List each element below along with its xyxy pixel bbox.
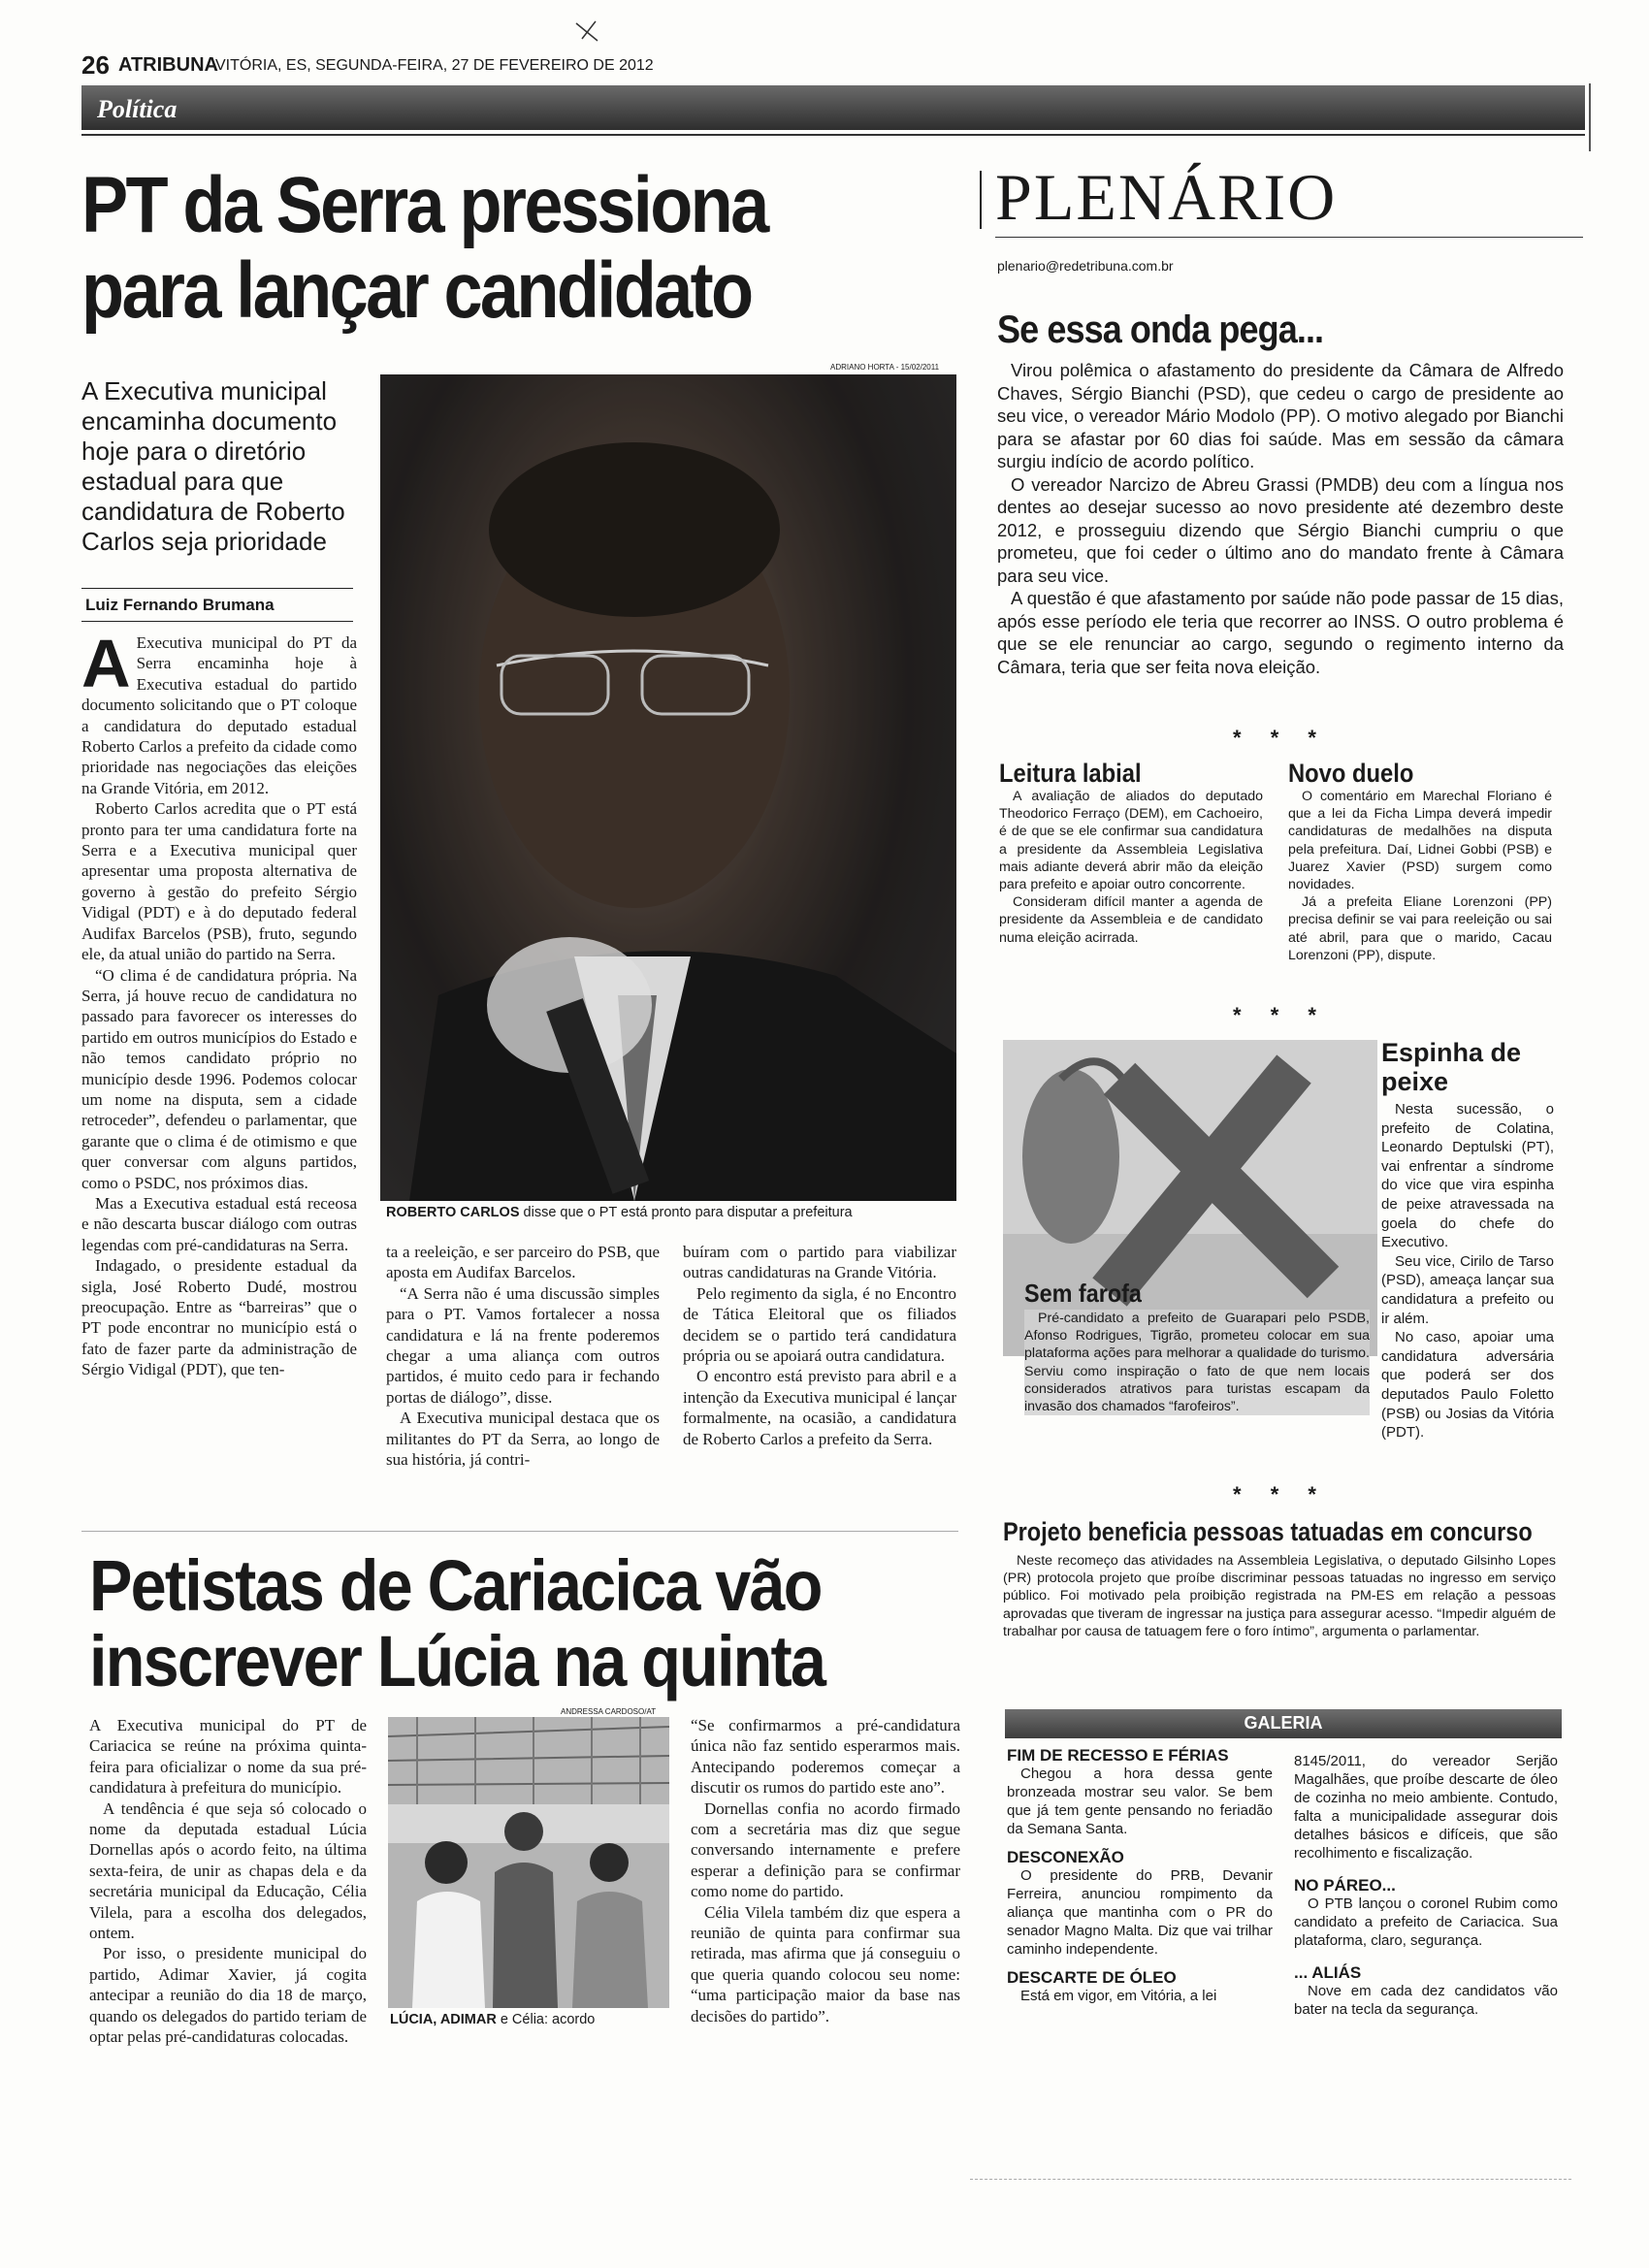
col2-paragraph: “A Serra não é uma discussão simples para o PT. Vamos fortalecer a nossa candidatura e lá na frente poderemos chegar a uma aliança com outros partidos, é muito cedo para ir fechando portas de diálogo”, disse. bbox=[386, 1283, 660, 1407]
byline-rule-bottom bbox=[81, 621, 353, 622]
section-bar bbox=[81, 85, 1585, 130]
byline: Luiz Fernando Brumana bbox=[85, 596, 275, 614]
stars-separator: * * * bbox=[1233, 1003, 1328, 1027]
plenario-left-rule bbox=[980, 171, 982, 229]
galeria-item-head: FIM DE RECESSO E FÉRIAS bbox=[1007, 1746, 1229, 1765]
photo-caption bbox=[386, 1205, 853, 1220]
stars-separator: * * * bbox=[1233, 726, 1328, 750]
galeria-item-head: NO PÁREO... bbox=[1294, 1876, 1396, 1895]
galeria-item-text: O PTB lançou o coronel Rubim como candidato a prefeito de Cariacica. Sua plataforma, claro, segurança. bbox=[1294, 1895, 1558, 1949]
headline2-line2: inscrever Lúcia na quinta bbox=[89, 1621, 825, 1701]
leitura-text bbox=[999, 788, 1263, 947]
galeria-item-head: DESCONEXÃO bbox=[1007, 1848, 1124, 1866]
col1-paragraph: “O clima é de candidatura própria. Na Serra, já houve recuo de candidatura no passado para favorecer os interesses do partido em outros municípios do Estado e não temos candidato próprio no município desde 1996. Podemos colocar um nome na disputa, sem a cidade retroceder”, defendeu o parlamentar, que garante que o clima é de otimismo e que quer conversar com alguns partidos, como o PSDC, nos próximos dias. bbox=[81, 965, 357, 1192]
col1-paragraph: Mas a Executiva estadual está receosa e não descarta buscar diálogo com outras legendas com pré-candidaturas na Serra. bbox=[81, 1193, 357, 1254]
article2-headline bbox=[89, 1545, 825, 1701]
col3-paragraph: Pelo regimento da sigla, é no Encontro de Tática Eleitoral que os filiados decidem se o partido terá candidatura própria ou se apoiará outra candidatura. bbox=[683, 1283, 956, 1366]
duelo-head: Novo duelo bbox=[1288, 759, 1414, 788]
col3-paragraph: O encontro está previsto para abril e a intenção da Executiva municipal é lançar formalmente, na ocasião, a candidatura de Roberto Carlos a prefeito da Serra. bbox=[683, 1367, 956, 1448]
article1-headline bbox=[81, 163, 767, 334]
plenario-main-text bbox=[997, 359, 1564, 678]
article2-col3 bbox=[691, 1715, 960, 2026]
article-divider bbox=[81, 1531, 958, 1532]
leitura-paragraph: A avaliação de aliados do deputado Theodorico Ferraço (DEM), em Cachoeiro, é de que se ele confirmar sua candidatura a presidente da Assembleia Legislativa mais adiante deverá abrir mão da eleição para prefeito e apoiar outro concorrente. bbox=[999, 789, 1263, 893]
photo2-caption bbox=[390, 2012, 595, 2027]
projeto-head: Projeto beneficia pessoas tatuadas em concurso bbox=[1003, 1517, 1533, 1546]
galeria-continuation: 8145/2011, do vereador Serjão Magalhães, que proíbe descarte de óleo de cozinha no meio ambiente. Contudo, falta a municipalidade assegurar dois detalhes básicos e difíceis, que são recolhimento e fiscalização. bbox=[1294, 1753, 1558, 1862]
article1-col2 bbox=[386, 1242, 660, 1470]
plenario-paragraph: A questão é que afastamento por saúde não pode passar de 15 dias, após esse período ele teria que recorrer ao INSS. O outro problema é que se ele renunciar ao cargo, segundo o regimento interno da Câmara, teria que ser feita nova eleição. bbox=[997, 588, 1564, 677]
espinha-paragraph: No caso, apoiar uma candidatura adversária que poderá ser dos deputados Paulo Foletto (PSB) ou Josias da Vitória (PDT). bbox=[1381, 1329, 1554, 1442]
paper-name: ATRIBUNA bbox=[118, 54, 218, 76]
article1-col3 bbox=[683, 1242, 956, 1449]
article1-col1 bbox=[81, 632, 357, 1380]
col1-first-paragraph: Executiva municipal do PT da Serra encaminha hoje à Executiva estadual do partido documento solicitando que o PT coloque a candidatura do deputado estadual Roberto Carlos a prefeito da cidade como prioridade nas negociações das eleições na Grande Vitória, em 2012. bbox=[81, 633, 357, 797]
a2-col1-paragraph: A Executiva municipal do PT de Cariacica se reúne na próxima quinta-feira para oficializar o nome da sua pré-candidatura à prefeitura do município. bbox=[89, 1716, 367, 1798]
galeria-item-head: ... ALIÁS bbox=[1294, 1963, 1362, 1982]
plenario-title: PLENÁRIO bbox=[995, 160, 1338, 234]
byline-rule bbox=[81, 588, 353, 589]
galeria-title: GALERIA bbox=[1244, 1713, 1323, 1733]
leitura-paragraph: Consideram difícil manter a agenda de presidente da Assembleia e de candidato numa eleição acirrada. bbox=[999, 894, 1263, 946]
duelo-text bbox=[1288, 788, 1552, 964]
right-rule bbox=[1589, 83, 1591, 151]
caption2-text: e Célia: acordo bbox=[496, 2012, 596, 2027]
caption2-bold: LÚCIA, ADIMAR bbox=[390, 2012, 497, 2027]
espinha-paragraph: Nesta sucessão, o prefeito de Colatina, Leonardo Deptulski (PT), vai enfrentar a síndrome do vice que vira espinha de peixe atravessada na goela do chefe do Executivo. bbox=[1381, 1101, 1554, 1251]
section-label: Política bbox=[97, 95, 178, 123]
caption-bold: ROBERTO CARLOS bbox=[386, 1205, 520, 1220]
bottom-rule bbox=[970, 2179, 1571, 2181]
roberto-carlos-photo bbox=[380, 374, 956, 1201]
plenario-main-head: Se essa onda pega... bbox=[997, 308, 1324, 351]
caption-text: disse que o PT está pronto para disputar a prefeitura bbox=[519, 1205, 853, 1220]
col1-paragraph: Indagado, o presidente estadual da sigla, José Roberto Dudé, mostrou preocupação. Entre as “barreiras” que o PT pode encontrar no município está o fato de fazer parte da administração de Sérgio Vidigal (PDT), que ten- bbox=[81, 1256, 357, 1379]
lucia-adimar-celia-photo bbox=[388, 1717, 669, 2008]
plenario-paragraph: Virou polêmica o afastamento do presidente da Câmara de Alfredo Chaves, Sérgio Bianchi (PSD), que cedeu o cargo de presidente ao seu vice, o vereador Mário Modolo (PP). O motivo alegado por Bianchi para se afastar por 60 dias foi saúde. Mas em sessão da câmara surgiu indício de acordo político. bbox=[997, 360, 1564, 471]
a2-col3-paragraph: Dornellas confia no acordo firmado com a secretária mas diz que segue conversando internamente e prefere esperar a definição para se confirmar como nome do partido. bbox=[691, 1798, 960, 1901]
a2-col1-paragraph: Por isso, o presidente municipal do partido, Adimar Xavier, já cogita antecipar a reunião do dia 18 de março, quando os delegados do partido teriam de optar pelas pré-candidaturas colocadas. bbox=[89, 1944, 367, 2047]
galeria-item-text: O presidente do PRB, Devanir Ferreira, anunciou rompimento da aliança que mantinha com o PR do senador Magno Malta. Diz que vai trilhar caminho independente. bbox=[1007, 1867, 1273, 1958]
article2-col1 bbox=[89, 1715, 367, 2048]
galeria-item-head: DESCARTE DE ÓLEO bbox=[1007, 1968, 1177, 1987]
espinha-head: Espinha de peixe bbox=[1381, 1038, 1522, 1096]
plenario-title-rule bbox=[995, 237, 1583, 238]
duelo-paragraph: Já a prefeita Eliane Lorenzoni (PP) precisa definir se vai para reeleição ou sai até abril, para que o marido, Cacau Lorenzoni (PP), dispute. bbox=[1288, 894, 1552, 963]
headline-line1: PT da Serra pressiona bbox=[81, 161, 767, 249]
leitura-head: Leitura labial bbox=[999, 759, 1142, 788]
plenario-email: plenario@redetribuna.com.br bbox=[997, 258, 1174, 274]
headline-line2: para lançar candidato bbox=[81, 246, 752, 335]
col2-paragraph: ta a reeleição, e ser parceiro do PSB, que aposta em Audifax Barcelos. bbox=[386, 1243, 660, 1282]
galeria-item-text: Está em vigor, em Vitória, a lei bbox=[1020, 1988, 1217, 2004]
headline2-line1: Petistas de Cariacica vão bbox=[89, 1545, 822, 1626]
plenario-paragraph: O vereador Narcizo de Abreu Grassi (PMDB) deu com a língua nos dentes ao desejar sucesso ao novo presidente até dezembro deste 2012, e prosseguiu dizendo que Sérgio Bianchi cumpriu o que prometeu, que foi ceder o último ano do mandato frente à Câmara para seu vice. bbox=[997, 473, 1564, 586]
a2-col3-paragraph: “Se confirmarmos a pré-candidatura única não faz sentido esperarmos mais. Antecipando poderemos começar a discutir os rumos do partido este ano”. bbox=[691, 1716, 960, 1798]
a2-col1-paragraph: A tendência é que seja só colocado o nome da deputada estadual Lúcia Dornellas após o acordo feito, na última sexta-feira, de unir as chapas dela e da secretária municipal da Educação, Célia Vilela, para a escolha dos delegados, ontem. bbox=[89, 1798, 367, 1943]
section-bar-line bbox=[81, 134, 1585, 136]
farofa-text: Pré-candidato a prefeito de Guarapari pelo PSDB, Afonso Rodrigues, Tigrão, prometeu colocar em sua plataforma ações para melhorar a qualidade do turismo. Serviu como inspiração o fato de que nem locais considerados atrativos para turistas escapam da invasão dos chamados “farofeiros”. bbox=[1024, 1311, 1370, 1415]
galeria-right bbox=[1294, 1752, 1558, 2019]
stars-separator: * * * bbox=[1233, 1482, 1328, 1507]
galeria-item-text: Chegou a hora dessa gente bronzeada mostrar seu valor. Se bem que já tem gente pensando no feriadão da Semana Santa. bbox=[1007, 1766, 1273, 1837]
espinha-text bbox=[1381, 1100, 1554, 1442]
a2-col3-paragraph: Célia Vilela também diz que espera a reunião de quinta para confirmar sua retirada, mas afirma que já conseguiu o que queria quando colocou seu nome: “uma participação maior da base nas decisões do partido”. bbox=[691, 1902, 960, 2025]
col2-paragraph: A Executiva municipal destaca que os militantes do PT da Serra, ao longo de sua história, já contri- bbox=[386, 1409, 660, 1470]
projeto-text: Neste recomeço das atividades na Assembleia Legislativa, o deputado Gilsinho Lopes (PR) protocola projeto que proíbe discriminar pessoas tatuadas no ingresso em serviço público. Foi motivado pela proibição registrada na PM-ES em relação a pessoas aprovadas que tiveram de ingressar na justiça para assegurar acesso. “Impedir alguém de trabalhar por causa de tatuagem fere o foro íntimo”, argumenta o parlamentar. bbox=[1003, 1553, 1556, 1639]
photo-credit: ADRIANO HORTA - 15/02/2011 bbox=[830, 363, 940, 372]
pen-mark bbox=[574, 19, 599, 45]
col3-paragraph: buíram com o partido para viabilizar outras candidaturas na Grande Vitória. bbox=[683, 1243, 956, 1282]
col1-paragraph: Roberto Carlos acredita que o PT está pronto para ter uma candidatura forte na Serra e a Executiva municipal quer apresentar uma proposta alternativa de governo à gestão do prefeito Sérgio Vidigal (PDT) e à do deputado federal Audifax Barcelos (PSB), fruto, segundo ele, da atual união do partido na Serra. bbox=[81, 799, 357, 964]
dateline: VITÓRIA, ES, SEGUNDA-FEIRA, 27 DE FEVEREIRO DE 2012 bbox=[215, 57, 654, 74]
galeria-item-text: Nove em cada dez candidatos vão bater na tecla da segurança. bbox=[1294, 1983, 1558, 2018]
page-number: 26 bbox=[81, 50, 110, 80]
espinha-paragraph: Seu vice, Cirilo de Tarso (PSD), ameaça lançar sua candidatura a prefeito ou ir além. bbox=[1381, 1252, 1554, 1327]
article1-subhead: A Executiva municipal encaminha documento hoje para o diretório estadual para que candidatura de Roberto Carlos seja prioridade bbox=[81, 376, 345, 556]
dropcap: A bbox=[81, 632, 131, 701]
photo2-credit: ANDRESSA CARDOSO/AT bbox=[561, 1707, 657, 1716]
duelo-paragraph: O comentário em Marechal Floriano é que a lei da Ficha Limpa deverá impedir candidaturas de medalhões na disputa pela prefeitura. Daí, Lidnei Gobbi (PSB) e Juarez Xavier (PSD) surgem como novidades. bbox=[1288, 789, 1552, 893]
farofa-head: Sem farofa bbox=[1024, 1279, 1142, 1308]
galeria-left bbox=[1007, 1746, 1273, 2005]
